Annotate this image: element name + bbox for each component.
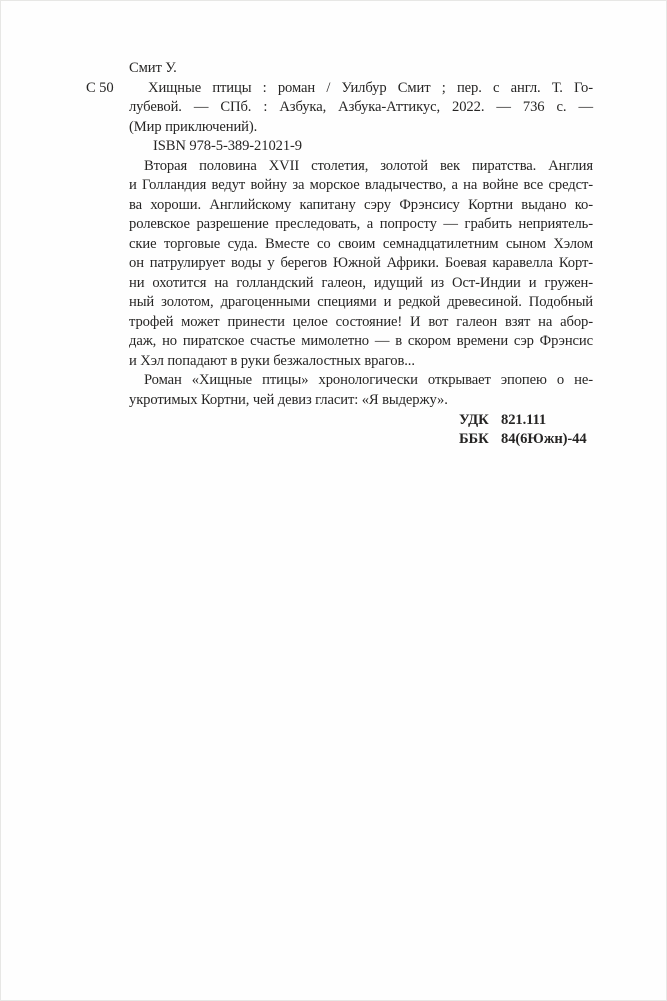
annotation-paragraph-1	[129, 157, 593, 372]
annotation-line: ный золотом, драгоценными специями и редкой древесиной. Подобный	[129, 294, 593, 310]
annotation-line: ролевское разрешение преследовать, а попросту — грабить неприятель-	[129, 216, 593, 232]
author-heading: Смит У.	[129, 60, 177, 76]
card-line-1-text: Хищные птицы : роман / Уилбур Смит ; пер. с англ. Т. Го-	[148, 79, 593, 96]
bbk-line	[459, 430, 587, 449]
annotation-line: и Голландия ведут войну за морское владычество, а на войне все средст-	[129, 177, 593, 193]
annotation-line: ские торговые суда. Вместе со своим семнадцатилетним сыном Хэлом	[129, 235, 593, 252]
author-sign: С 50	[86, 79, 114, 96]
annotation-line: и Хэл попадают в руки безжалостных врагов...	[129, 352, 415, 369]
udk-label: УДК	[459, 412, 489, 428]
annotation-line: Роман «Хищные птицы» хронологически открывает эпопею о не-	[144, 372, 593, 388]
card-line-1	[86, 79, 593, 99]
udk-value: 821.111	[501, 412, 547, 428]
bbk-value: 84(6Южн)-44	[501, 430, 587, 447]
text-block	[86, 59, 593, 410]
annotation-line: он патрулирует воды у берегов Южной Африки. Боевая каравелла Корт-	[129, 255, 593, 271]
annotation-line: ни охотится на голландский галеон, идущий из Ост-Индии и гружен-	[129, 274, 593, 291]
isbn-line: ISBN 978-5-389-21021-9	[153, 138, 302, 154]
annotation-line: даж, но пиратское счастье мимолетно — в скором времени сэр Фрэнсис	[129, 333, 593, 349]
udk-line	[459, 411, 587, 430]
annotation-line: трофей может принести целое состояние! И вот галеон взят на абор-	[129, 313, 593, 330]
bbk-label: ББК	[459, 430, 489, 447]
classification-block	[459, 411, 587, 448]
card-line-3: (Мир приключений).	[129, 118, 258, 135]
card-line-2: лубевой. — СПб. : Азбука, Азбука-Аттикус, 2022. — 736 с. —	[129, 99, 593, 115]
annotation-line: Вторая половина XVII столетия, золотой век пиратства. Англия	[144, 157, 593, 174]
annotation-line: укротимых Кортни, чей девиз гласит: «Я выдержу».	[129, 391, 448, 408]
annotation-paragraph-2	[129, 371, 593, 410]
annotation-line: ва хороши. Английскому капитану сэру Фрэнсису Кортни выдано ко-	[129, 196, 593, 213]
